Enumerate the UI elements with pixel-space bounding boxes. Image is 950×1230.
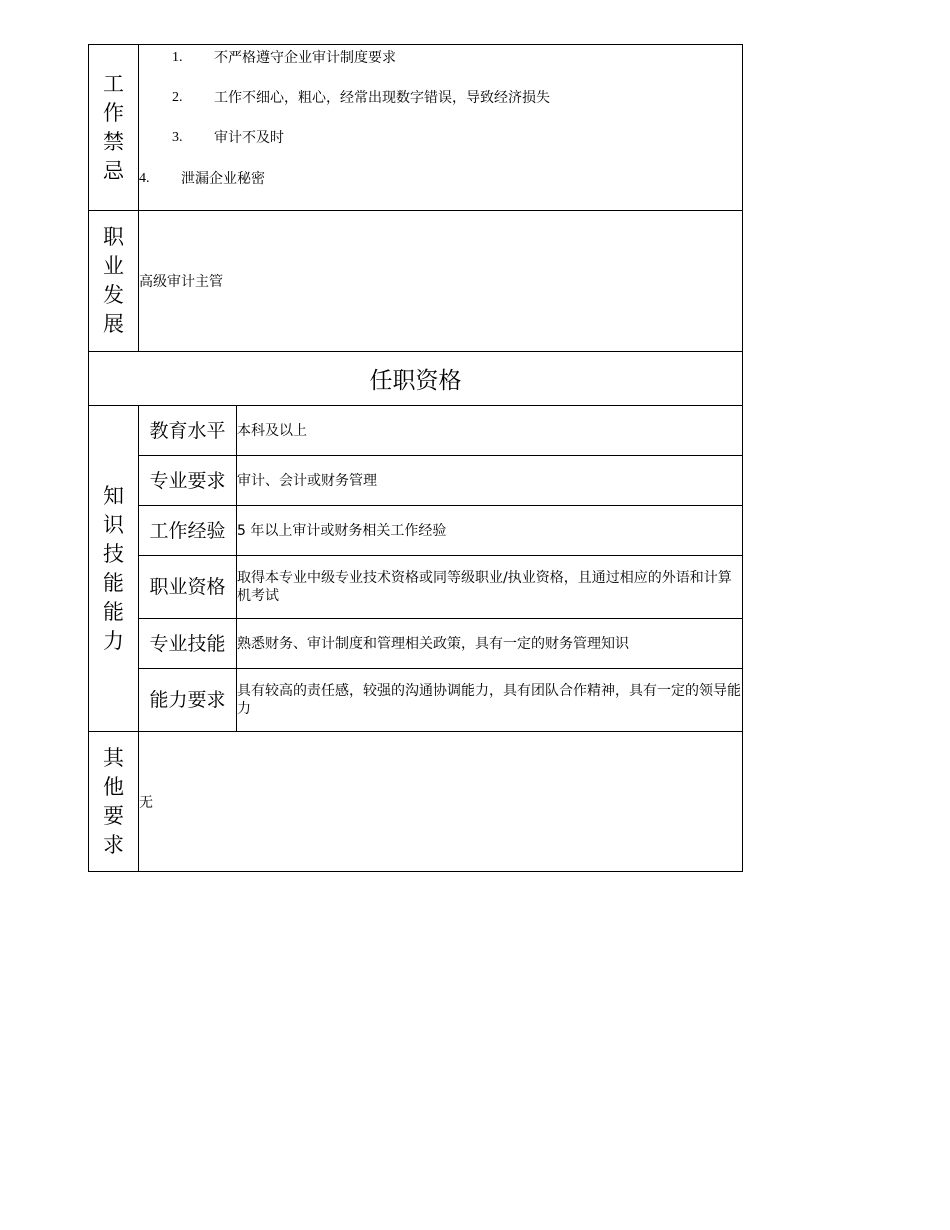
list-item-text: 不严格遵守企业审计制度要求	[214, 49, 396, 66]
prohibitions-label-char-1: 工	[103, 71, 124, 96]
certification-label: 职业资格	[139, 556, 237, 619]
education-label: 教育水平	[139, 406, 237, 456]
other-label-char-4: 求	[103, 832, 124, 857]
skills-label-char-2: 识	[103, 512, 124, 537]
other-label	[89, 732, 139, 872]
qualification-row	[89, 506, 743, 556]
other-label-char-3: 要	[103, 803, 124, 828]
prohibitions-label	[89, 45, 139, 211]
skills-label-char-3: 技	[103, 541, 124, 566]
list-item-text: 泄漏企业秘密	[181, 170, 265, 187]
career-row	[89, 211, 743, 352]
qualification-row	[89, 556, 743, 619]
career-label-char-3: 发	[103, 283, 124, 307]
skills-label-char-1: 知	[103, 483, 124, 508]
professional-skills-value: 熟悉财务、审计制度和管理相关政策，具有一定的财务管理知识	[237, 619, 743, 669]
skills-label-char-6: 力	[103, 628, 124, 653]
qualifications-title: 任职资格	[89, 352, 743, 406]
list-item-number: 2.	[172, 89, 183, 105]
career-label	[89, 211, 139, 352]
list-item	[139, 49, 742, 67]
professional-skills-label: 专业技能	[139, 619, 237, 669]
qualification-row	[89, 406, 743, 456]
list-item	[139, 129, 742, 147]
list-item-number: 1.	[172, 49, 183, 65]
prohibitions-row	[89, 45, 743, 211]
experience-label: 工作经验	[139, 506, 237, 556]
other-value: 无	[139, 732, 743, 872]
ability-label: 能力要求	[139, 669, 237, 732]
prohibitions-label-char-4: 忌	[103, 158, 124, 183]
education-value: 本科及以上	[237, 406, 743, 456]
skills-label-char-5: 能	[103, 599, 124, 624]
qualification-row	[89, 456, 743, 506]
career-label-char-1: 职	[103, 225, 124, 249]
qualification-row	[89, 669, 743, 732]
list-item	[139, 89, 742, 107]
major-label: 专业要求	[139, 456, 237, 506]
certification-value: 取得本专业中级专业技术资格或同等级职业/执业资格，且通过相应的外语和计算机考试	[237, 556, 743, 619]
other-row	[89, 732, 743, 872]
career-label-char-4: 展	[103, 312, 124, 336]
list-item-number: 3.	[172, 129, 183, 145]
skills-group-label	[89, 406, 139, 732]
prohibitions-label-char-2: 作	[103, 100, 124, 125]
major-value: 审计、会计或财务管理	[237, 456, 743, 506]
qualification-row	[89, 619, 743, 669]
ability-value: 具有较高的责任感，较强的沟通协调能力，具有团队合作精神，具有一定的领导能力	[237, 669, 743, 732]
experience-value: 5 年以上审计或财务相关工作经验	[237, 506, 743, 556]
career-label-char-2: 业	[103, 254, 124, 278]
list-item-text: 审计不及时	[214, 129, 284, 146]
list-item	[139, 170, 742, 188]
other-label-char-2: 他	[103, 774, 124, 799]
other-label-char-1: 其	[103, 745, 124, 770]
list-item-text: 工作不细心，粗心，经常出现数字错误，导致经济损失	[214, 89, 550, 106]
prohibitions-content	[139, 45, 743, 211]
qualifications-title-row	[89, 352, 743, 406]
career-value: 高级审计主管	[139, 211, 743, 352]
skills-label-char-4: 能	[103, 570, 124, 595]
job-description-table	[88, 44, 743, 872]
prohibitions-label-char-3: 禁	[103, 129, 124, 154]
list-item-number: 4.	[139, 170, 150, 186]
